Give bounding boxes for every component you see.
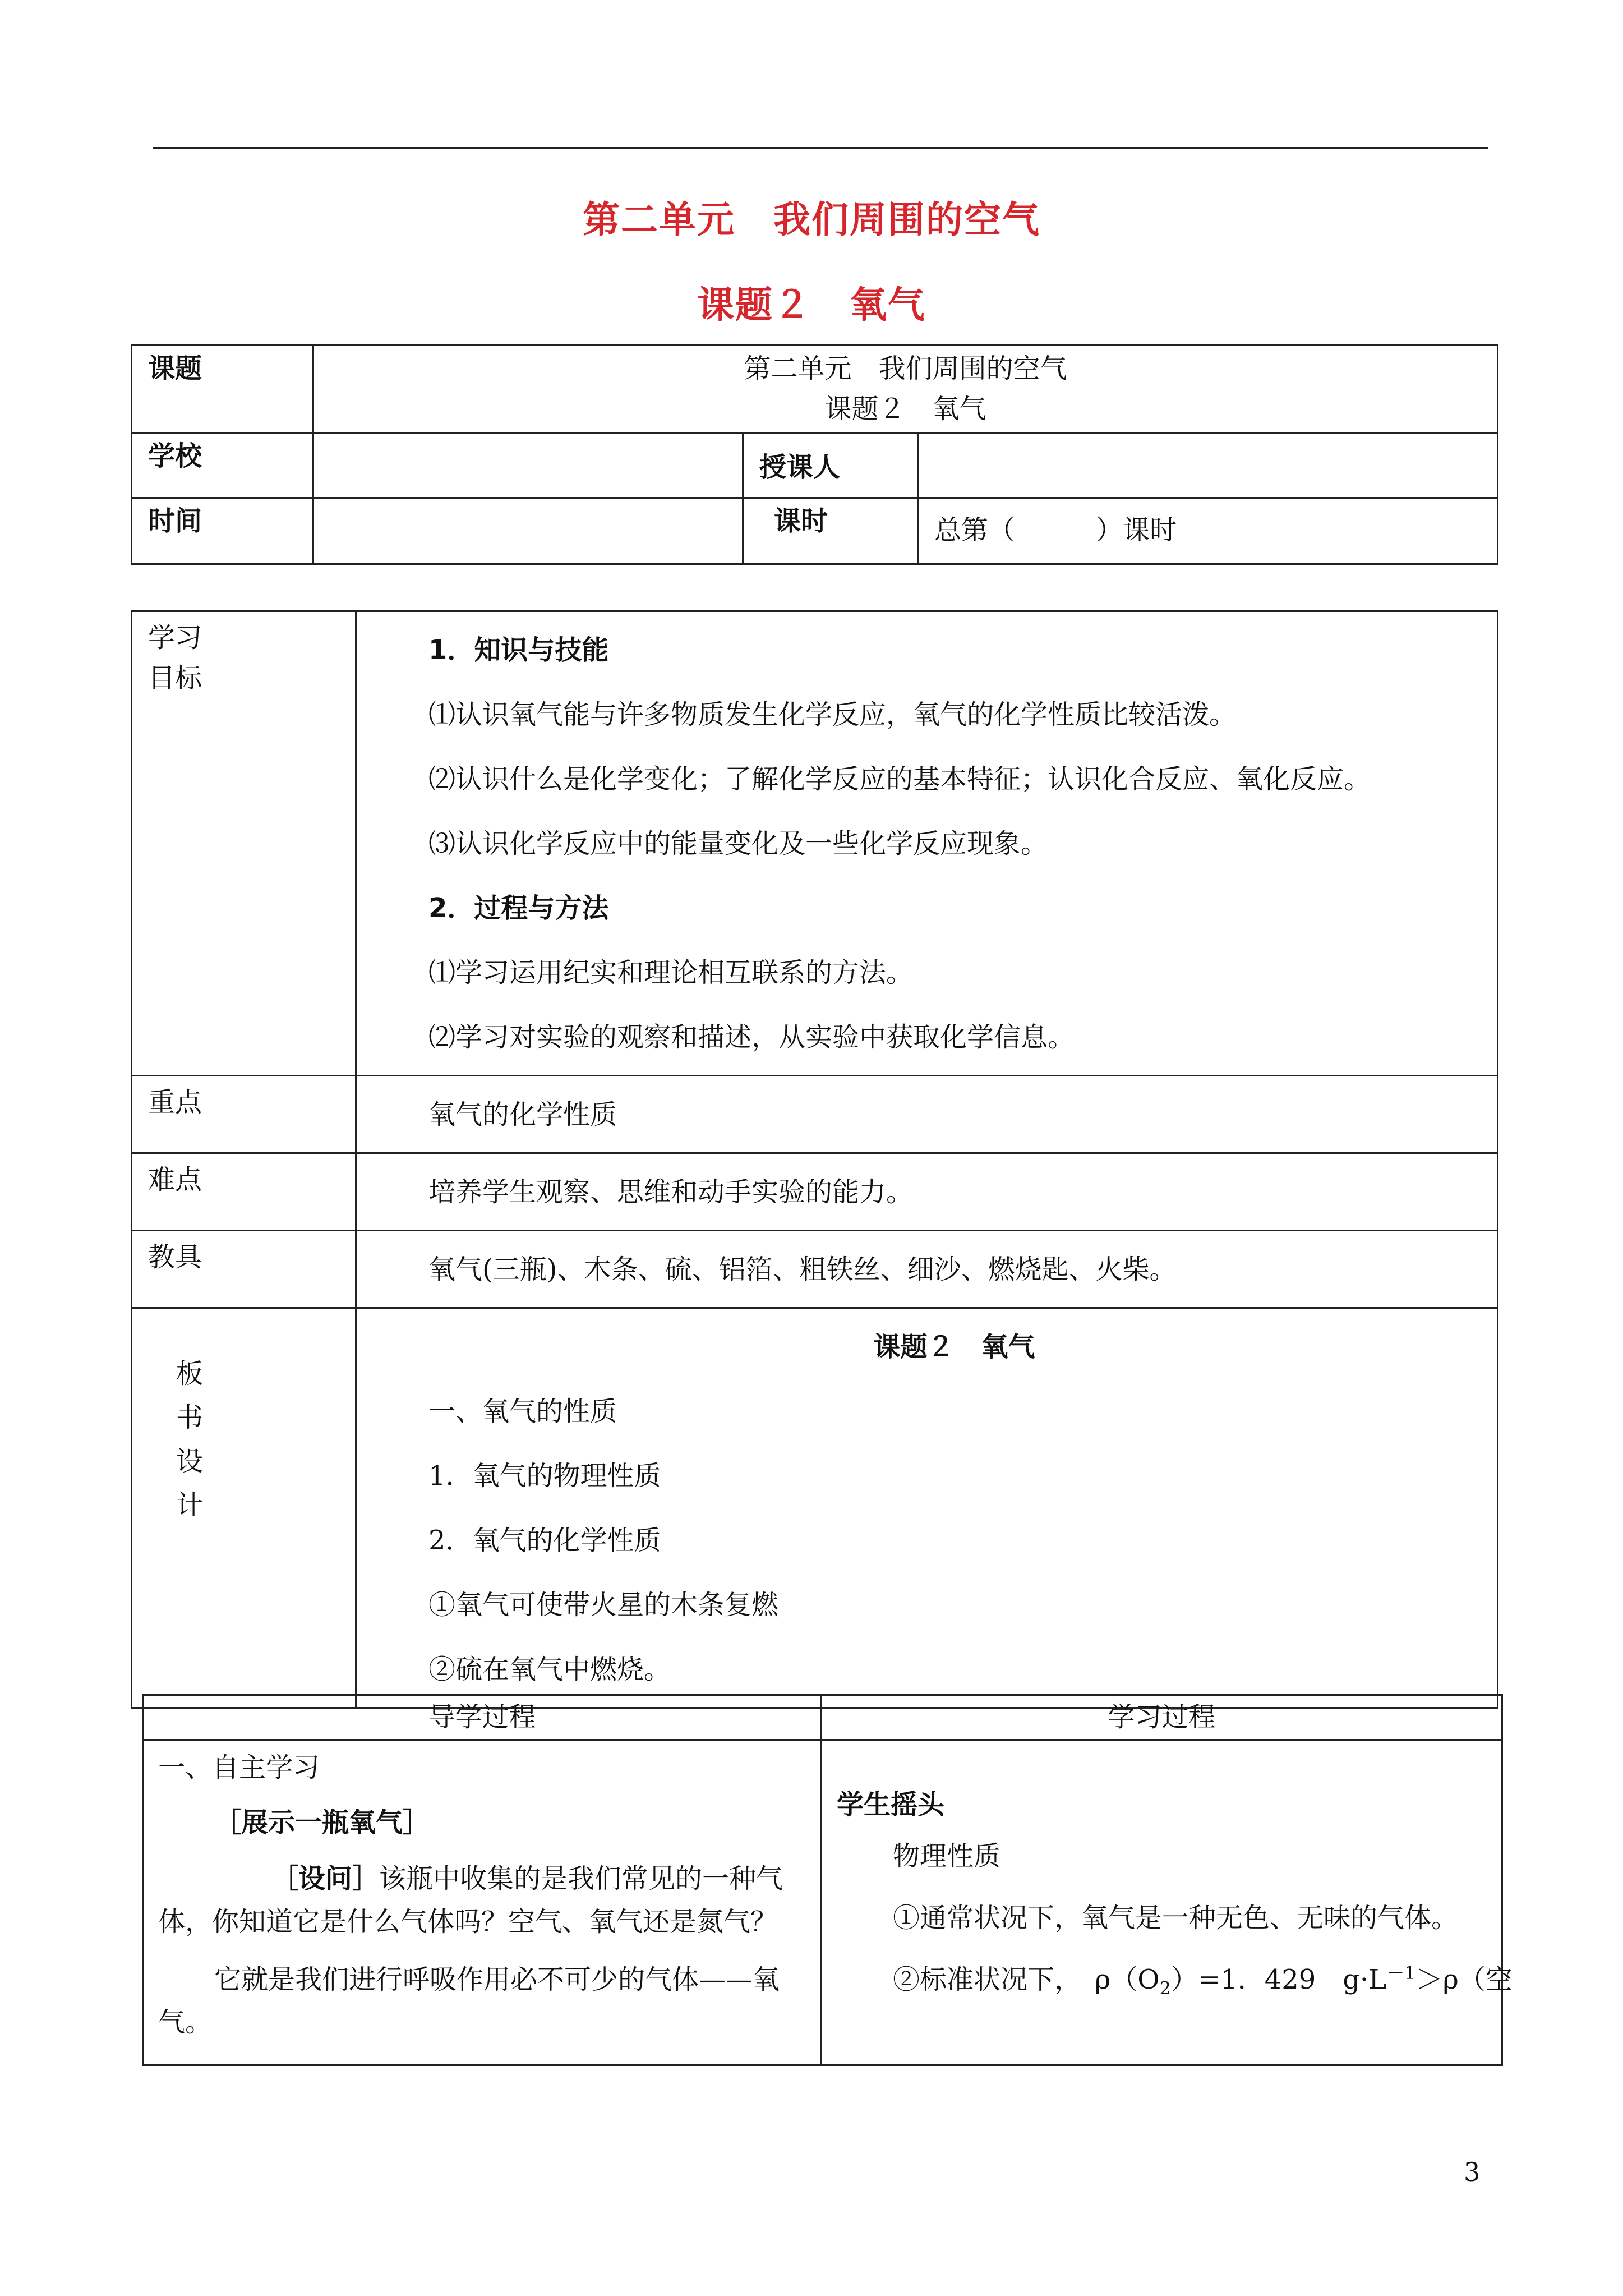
lesson-title: 课题２ 氧气 — [697, 283, 926, 326]
school-label: 学校 — [132, 433, 313, 498]
student-response: 学生摇头 — [837, 1789, 945, 1820]
header-learning-process: 学习过程 — [822, 1695, 1502, 1740]
physical-property-heading: 物理性质 — [893, 1841, 1001, 1872]
difficulty-label: 难点 — [132, 1153, 356, 1231]
key-point-text: 氧气的化学性质 — [428, 1098, 617, 1130]
goal-item: ⑵认识什么是化学变化；了解化学反应的基本特征；认识化合反应、氧化反应。 — [428, 763, 1371, 795]
density-subscript: 2 — [1159, 1977, 1171, 1999]
goal-item: ⑴认识氧气能与许多物质发生化学反应，氧气的化学性质比较活泼。 — [428, 698, 1237, 730]
question-text: 该瓶中收集的是我们常见的一种气体，你知道它是什么气体吗？空气、氧气还是氮气？ — [158, 1863, 783, 1938]
board-line: 2．氧气的化学性质 — [428, 1524, 661, 1556]
topic-line-1: 第二单元 我们周围的空气 — [744, 353, 1067, 384]
learning-process-cell — [822, 1740, 1513, 2065]
school-value[interactable] — [313, 433, 743, 498]
time-value[interactable] — [313, 498, 743, 564]
property-item-1: ①通常状况下，氧气是一种无色、无味的气体。 — [893, 1902, 1459, 1934]
demo-oxygen: ［展示一瓶氧气］ — [214, 1807, 430, 1838]
unit-title: 第二单元 我们周围的空气 — [583, 198, 1040, 241]
materials-label: 教具 — [132, 1231, 356, 1308]
self-study-heading: 一、自主学习 — [158, 1752, 320, 1783]
key-point-label: 重点 — [132, 1076, 356, 1153]
goals-label-line-2: 目标 — [148, 662, 202, 694]
info-table — [131, 344, 1498, 565]
process-table — [142, 1694, 1513, 2066]
property-item-2 — [837, 1959, 1513, 2002]
materials-value — [356, 1231, 1498, 1308]
teacher-value[interactable] — [918, 433, 1498, 498]
board-label-char: 计 — [176, 1489, 204, 1521]
board-label-char: 设 — [176, 1446, 204, 1477]
materials-text: 氧气(三瓶)、木条、硫、铝箔、粗铁丝、细沙、燃烧匙、火柴。 — [428, 1253, 1177, 1285]
difficulty-text: 培养学生观察、思维和动手实验的能力。 — [428, 1176, 914, 1208]
period-label: 课时 — [743, 498, 918, 564]
board-label-char: 书 — [176, 1402, 204, 1433]
period-value: 总第（ ）课时 — [918, 498, 1498, 564]
page-number: 3 — [1464, 2157, 1481, 2187]
goal-item: ⑴学习运用纪实和理论相互联系的方法。 — [428, 956, 914, 988]
guide-process-cell — [143, 1740, 822, 2065]
top-rule — [153, 147, 1488, 149]
goal-item: ⑵学习对实验的观察和描述，从实验中获取化学信息。 — [428, 1021, 1075, 1053]
board-line: 1．氧气的物理性质 — [428, 1460, 661, 1492]
board-design-content — [356, 1308, 1498, 1708]
density-suffix: ＞ρ（空 — [1415, 1964, 1513, 1995]
topic-line-2: 课题２ 氧气 — [824, 393, 986, 425]
goal-item: ⑶认识化学反应中的能量变化及一些化学反应现象。 — [428, 827, 1048, 859]
key-point-value — [356, 1076, 1498, 1153]
question-tag: ［设问］ — [271, 1863, 380, 1894]
goals-label — [132, 611, 356, 1076]
topic-value — [313, 346, 1498, 433]
answer-paragraph — [158, 1958, 806, 2045]
teacher-label: 授课人 — [743, 433, 918, 498]
question-paragraph — [158, 1857, 806, 1944]
plan-table — [131, 610, 1498, 1709]
difficulty-value — [356, 1153, 1498, 1231]
goal-heading-knowledge: 1．知识与技能 — [428, 634, 609, 666]
answer-text: 它就是我们进行呼吸作用必不可少的气体——氧气。 — [158, 1963, 780, 2039]
goals-label-line-1: 学习 — [148, 622, 202, 654]
time-label: 时间 — [132, 498, 313, 564]
board-line: ①氧气可使带火星的木条复燃 — [428, 1589, 779, 1621]
density-superscript: －1 — [1386, 1962, 1416, 1984]
board-line: 一、氧气的性质 — [428, 1395, 617, 1427]
density-prefix: ②标准状况下， ρ（O — [893, 1964, 1160, 1995]
topic-label: 课题 — [132, 346, 313, 433]
header-guide-process: 导学过程 — [143, 1695, 822, 1740]
goal-heading-process: 2．过程与方法 — [428, 892, 609, 924]
board-design-label — [132, 1308, 356, 1708]
board-title: 课题２ 氧气 — [873, 1331, 1035, 1363]
goals-content — [356, 611, 1498, 1076]
density-value: ）=1．429 g·L — [1170, 1964, 1387, 1995]
board-label-char: 板 — [176, 1358, 204, 1389]
board-line: ②硫在氧气中燃烧。 — [428, 1653, 671, 1685]
